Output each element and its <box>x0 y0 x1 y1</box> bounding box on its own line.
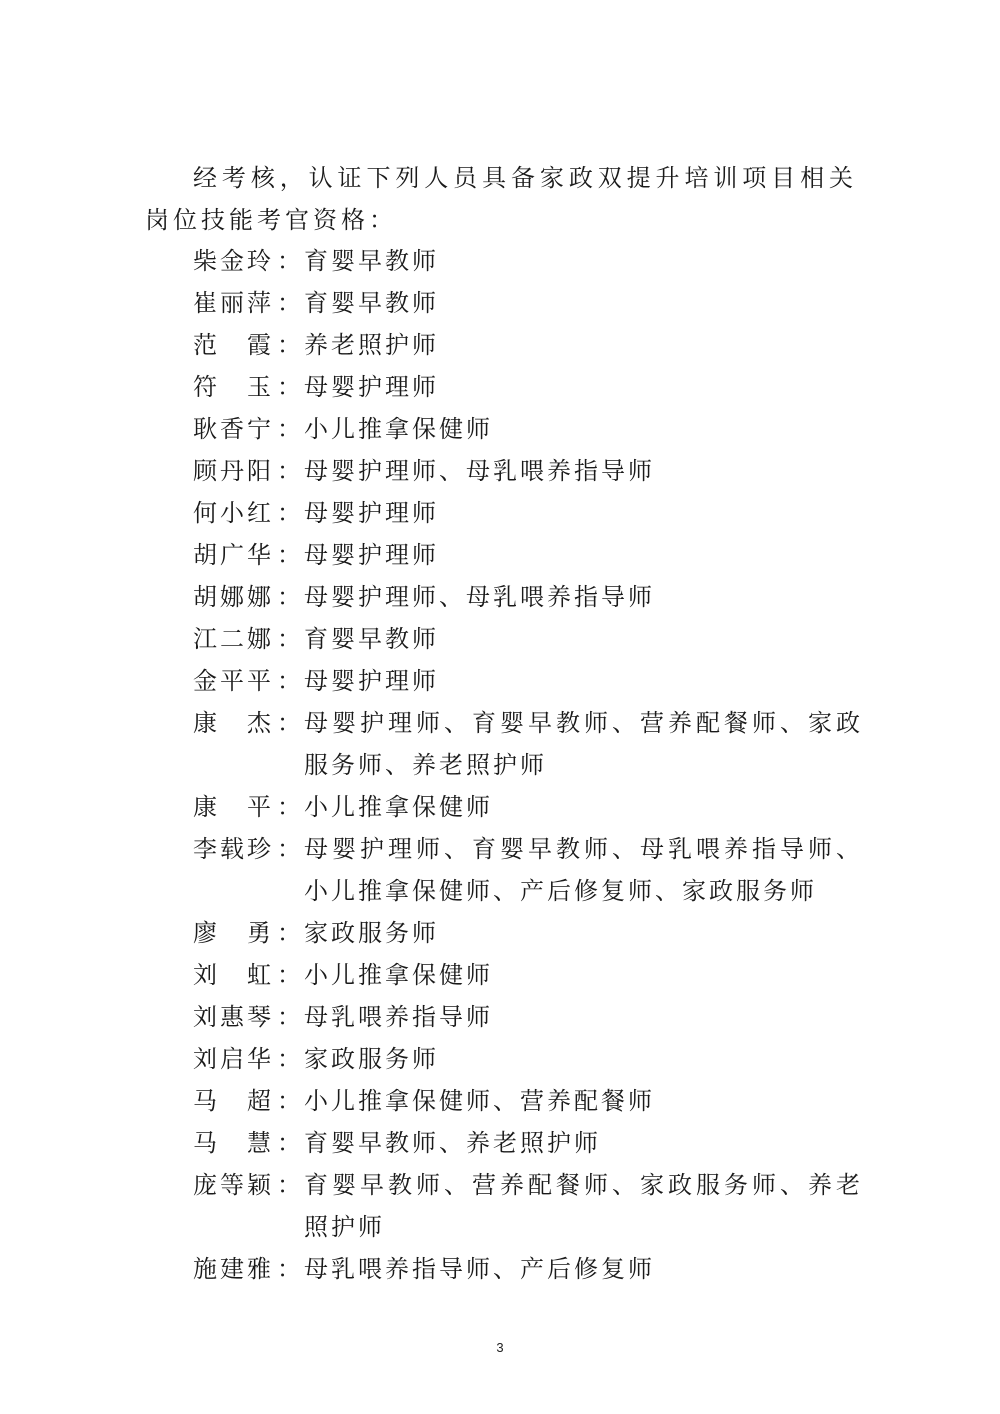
examiner-roles: 育婴早教师 <box>304 289 439 317</box>
examiner-name: 刘启华 <box>193 1045 274 1073</box>
examiner-roles: 母婴护理师 <box>304 667 439 695</box>
examiner-roles: 母婴护理师 <box>304 541 439 569</box>
list-item <box>193 996 863 1038</box>
examiner-roles: 家政服务师 <box>304 919 439 947</box>
examiner-name: 施建雅 <box>193 1255 274 1283</box>
examiner-name: 顾丹阳 <box>193 457 274 485</box>
examiner-roles: 育婴早教师 <box>304 625 439 653</box>
list-item <box>193 1038 863 1080</box>
colon: ： <box>277 457 304 485</box>
colon: ： <box>277 583 304 611</box>
list-item <box>193 1164 863 1248</box>
examiner-roles: 小儿推拿保健师 <box>304 415 493 443</box>
colon: ： <box>277 247 304 275</box>
examiner-roles: 母婴护理师、育婴早教师、母乳喂养指导师、小儿推拿保健师、产后修复师、家政服务师 <box>304 835 863 905</box>
list-item <box>193 702 863 786</box>
examiner-roles: 母乳喂养指导师 <box>304 1003 493 1031</box>
colon: ： <box>277 1171 304 1199</box>
list-item <box>193 282 863 324</box>
colon: ： <box>277 499 304 527</box>
colon: ： <box>277 625 304 653</box>
examiner-roles: 小儿推拿保健师 <box>304 961 493 989</box>
list-item <box>193 618 863 660</box>
examiner-roles: 母婴护理师 <box>304 499 439 527</box>
examiner-name: 范 霞 <box>193 331 274 359</box>
intro-paragraph: 经考核，认证下列人员具备家政双提升培训项目相关岗位技能考官资格： <box>145 164 857 234</box>
list-item <box>193 828 863 912</box>
examiner-name: 廖 勇 <box>193 919 274 947</box>
examiner-roles: 家政服务师 <box>304 1045 439 1073</box>
list-item <box>193 324 863 366</box>
colon: ： <box>277 793 304 821</box>
list-item <box>193 534 863 576</box>
examiner-roles: 小儿推拿保健师、营养配餐师 <box>304 1087 655 1115</box>
examiner-name: 刘 虹 <box>193 961 274 989</box>
colon: ： <box>277 331 304 359</box>
examiner-name: 崔丽萍 <box>193 289 274 317</box>
colon: ： <box>277 1003 304 1031</box>
examiner-name: 李载珍 <box>193 835 274 863</box>
colon: ： <box>277 709 304 737</box>
examiner-name: 刘惠琴 <box>193 1003 274 1031</box>
colon: ： <box>277 667 304 695</box>
list-item <box>193 912 863 954</box>
list-item <box>193 408 863 450</box>
list-item <box>193 660 863 702</box>
examiner-roles: 育婴早教师、营养配餐师、家政服务师、养老照护师 <box>304 1171 863 1241</box>
examiner-name: 何小红 <box>193 499 274 527</box>
examiner-name: 庞等颖 <box>193 1171 274 1199</box>
examiner-name: 胡娜娜 <box>193 583 274 611</box>
page-number: 3 <box>496 1340 504 1355</box>
examiner-roles: 小儿推拿保健师 <box>304 793 493 821</box>
list-item <box>193 366 863 408</box>
colon: ： <box>277 961 304 989</box>
examiner-roles: 母婴护理师、母乳喂养指导师 <box>304 457 655 485</box>
examiner-name: 金平平 <box>193 667 274 695</box>
examiner-name: 耿香宁 <box>193 415 274 443</box>
examiner-roles: 母婴护理师、育婴早教师、营养配餐师、家政服务师、养老照护师 <box>304 709 863 779</box>
examiner-name: 马 慧 <box>193 1129 274 1157</box>
list-item <box>193 1080 863 1122</box>
examiner-name: 康 平 <box>193 793 274 821</box>
examiner-roles: 母婴护理师、母乳喂养指导师 <box>304 583 655 611</box>
examiner-name: 柴金玲 <box>193 247 274 275</box>
list-item <box>193 450 863 492</box>
list-item <box>193 954 863 996</box>
colon: ： <box>277 835 304 863</box>
colon: ： <box>277 1045 304 1073</box>
colon: ： <box>277 1129 304 1157</box>
list-item <box>193 576 863 618</box>
examiner-name: 马 超 <box>193 1087 274 1115</box>
list-item <box>193 492 863 534</box>
examiner-roles: 养老照护师 <box>304 331 439 359</box>
list-item <box>193 240 863 282</box>
examiner-list <box>193 240 863 1290</box>
list-item <box>193 1248 863 1290</box>
colon: ： <box>277 541 304 569</box>
examiner-name: 符 玉 <box>193 373 274 401</box>
colon: ： <box>277 1087 304 1115</box>
colon: ： <box>277 1255 304 1283</box>
list-item <box>193 786 863 828</box>
colon: ： <box>277 373 304 401</box>
colon: ： <box>277 415 304 443</box>
examiner-roles: 母乳喂养指导师、产后修复师 <box>304 1255 655 1283</box>
list-item <box>193 1122 863 1164</box>
examiner-name: 胡广华 <box>193 541 274 569</box>
colon: ： <box>277 919 304 947</box>
examiner-name: 江二娜 <box>193 625 274 653</box>
examiner-roles: 母婴护理师 <box>304 373 439 401</box>
colon: ： <box>277 289 304 317</box>
examiner-roles: 育婴早教师、养老照护师 <box>304 1129 601 1157</box>
examiner-name: 康 杰 <box>193 709 274 737</box>
examiner-roles: 育婴早教师 <box>304 247 439 275</box>
